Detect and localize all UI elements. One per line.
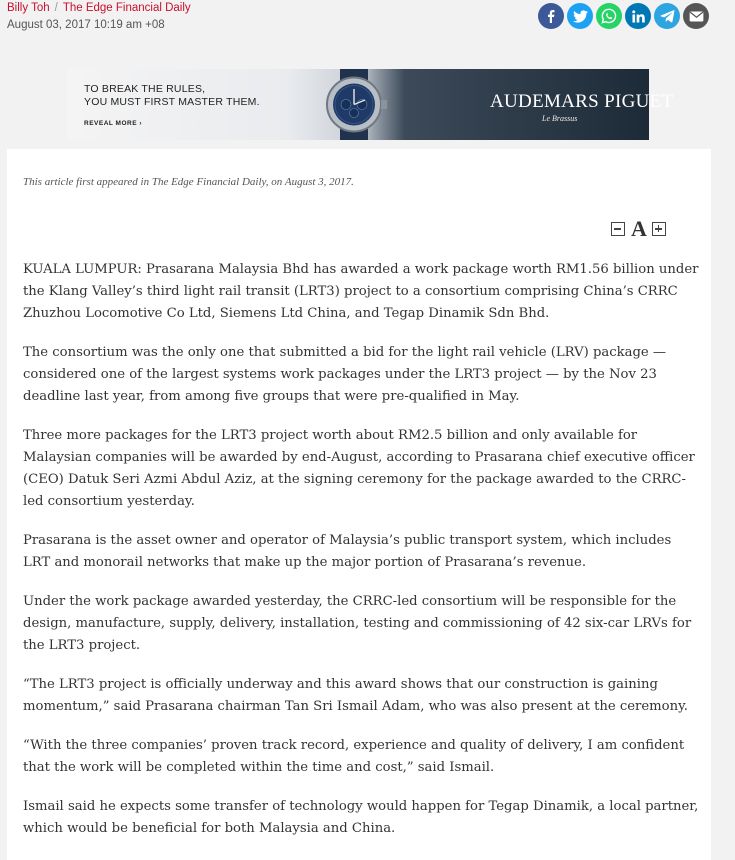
paragraph: “With the three companies’ proven track record, experience and quality of delivery, I am confident that the work will be completed within the time and cost,” said Ismail. — [23, 738, 685, 775]
twitter-icon — [573, 10, 588, 23]
author-link[interactable]: Billy Toh — [7, 2, 50, 14]
share-bar — [538, 3, 712, 29]
article-text — [23, 259, 699, 857]
article-body — [7, 149, 711, 860]
whatsapp-share-button[interactable] — [596, 3, 622, 29]
byline — [7, 1, 191, 15]
font-size-icon: A — [631, 216, 647, 241]
email-icon — [689, 11, 704, 22]
facebook-icon — [544, 9, 558, 23]
linkedin-share-button[interactable] — [625, 3, 651, 29]
email-share-button[interactable] — [683, 3, 709, 29]
ad-banner[interactable] — [67, 69, 674, 140]
telegram-share-button[interactable] — [654, 3, 680, 29]
facebook-share-button[interactable] — [538, 3, 564, 29]
ad-reveal-more-link[interactable]: REVEAL MORE › — [84, 120, 143, 127]
whatsapp-icon — [601, 8, 617, 24]
publication-link[interactable]: The Edge Financial Daily — [62, 2, 191, 14]
paragraph: Three more packages for the LRT3 project worth about RM2.5 billion and only available for Malaysian companies will be awarded by end-August, according to Prasarana chief executive officer (CEO) Datuk Seri Azmi Abdul Aziz, at the signing ceremony for the package awarded to the CRRC-led consortium yesterday. — [23, 428, 695, 509]
font-size-tools — [611, 218, 666, 240]
ad-tagline: TO BREAK THE RULES, YOU MUST FIRST MASTER THEM. — [84, 83, 260, 108]
paragraph: “The LRT3 project is officially underway and this award shows that our construction is gaining momentum,” said Prasarana chairman Tan Sri Ismail Adam, who was also present at the ceremony. — [23, 677, 688, 714]
paragraph: Prasarana is the asset owner and operator of Malaysia’s public transport system, which includes LRT and monorail networks that make up the major portion of Prasarana’s revenue. — [23, 533, 672, 570]
paragraph: KUALA LUMPUR: Prasarana Malaysia Bhd has awarded a work package worth RM1.56 billion under the Klang Valley’s third light rail transit (LRT3) project to a consortium comprising China’s CRRC Zhuzhou Locomotive Co Ltd, Siemens Ltd China, and Tegap Dinamik Sdn Bhd. — [23, 262, 699, 321]
decrease-font-button[interactable] — [611, 222, 625, 236]
ad-brand-sub: Le Brassus — [542, 114, 578, 123]
twitter-share-button[interactable] — [567, 3, 593, 29]
byline-separator: / — [54, 2, 58, 14]
ad-brand-name: AUDEMARS PIGUET — [490, 91, 674, 112]
paragraph: Ismail said he expects some transfer of technology would happen for Tegap Dinamik, a local partner, which would be beneficial for both Malaysia and China. — [23, 799, 699, 836]
publish-date: August 03, 2017 10:19 am +08 — [7, 19, 165, 31]
paragraph: Under the work package awarded yesterday, the CRRC-led consortium will be responsible for the design, manufacture, supply, delivery, installation, testing and commissioning of 42 six-car LRVs for the LRT3 project. — [23, 594, 692, 653]
increase-font-button[interactable] — [652, 222, 666, 236]
linkedin-icon — [632, 10, 645, 23]
telegram-icon — [660, 10, 675, 23]
source-note: This article first appeared in The Edge Financial Daily, on August 3, 2017. — [23, 176, 354, 188]
paragraph: The consortium was the only one that submitted a bid for the light rail vehicle (LRV) package — considered one of the largest systems work packages under the LRT3 project — by the Nov 23 deadline last year, from among five groups that were pre-qualified in May. — [23, 345, 667, 404]
watch-image — [304, 69, 404, 140]
